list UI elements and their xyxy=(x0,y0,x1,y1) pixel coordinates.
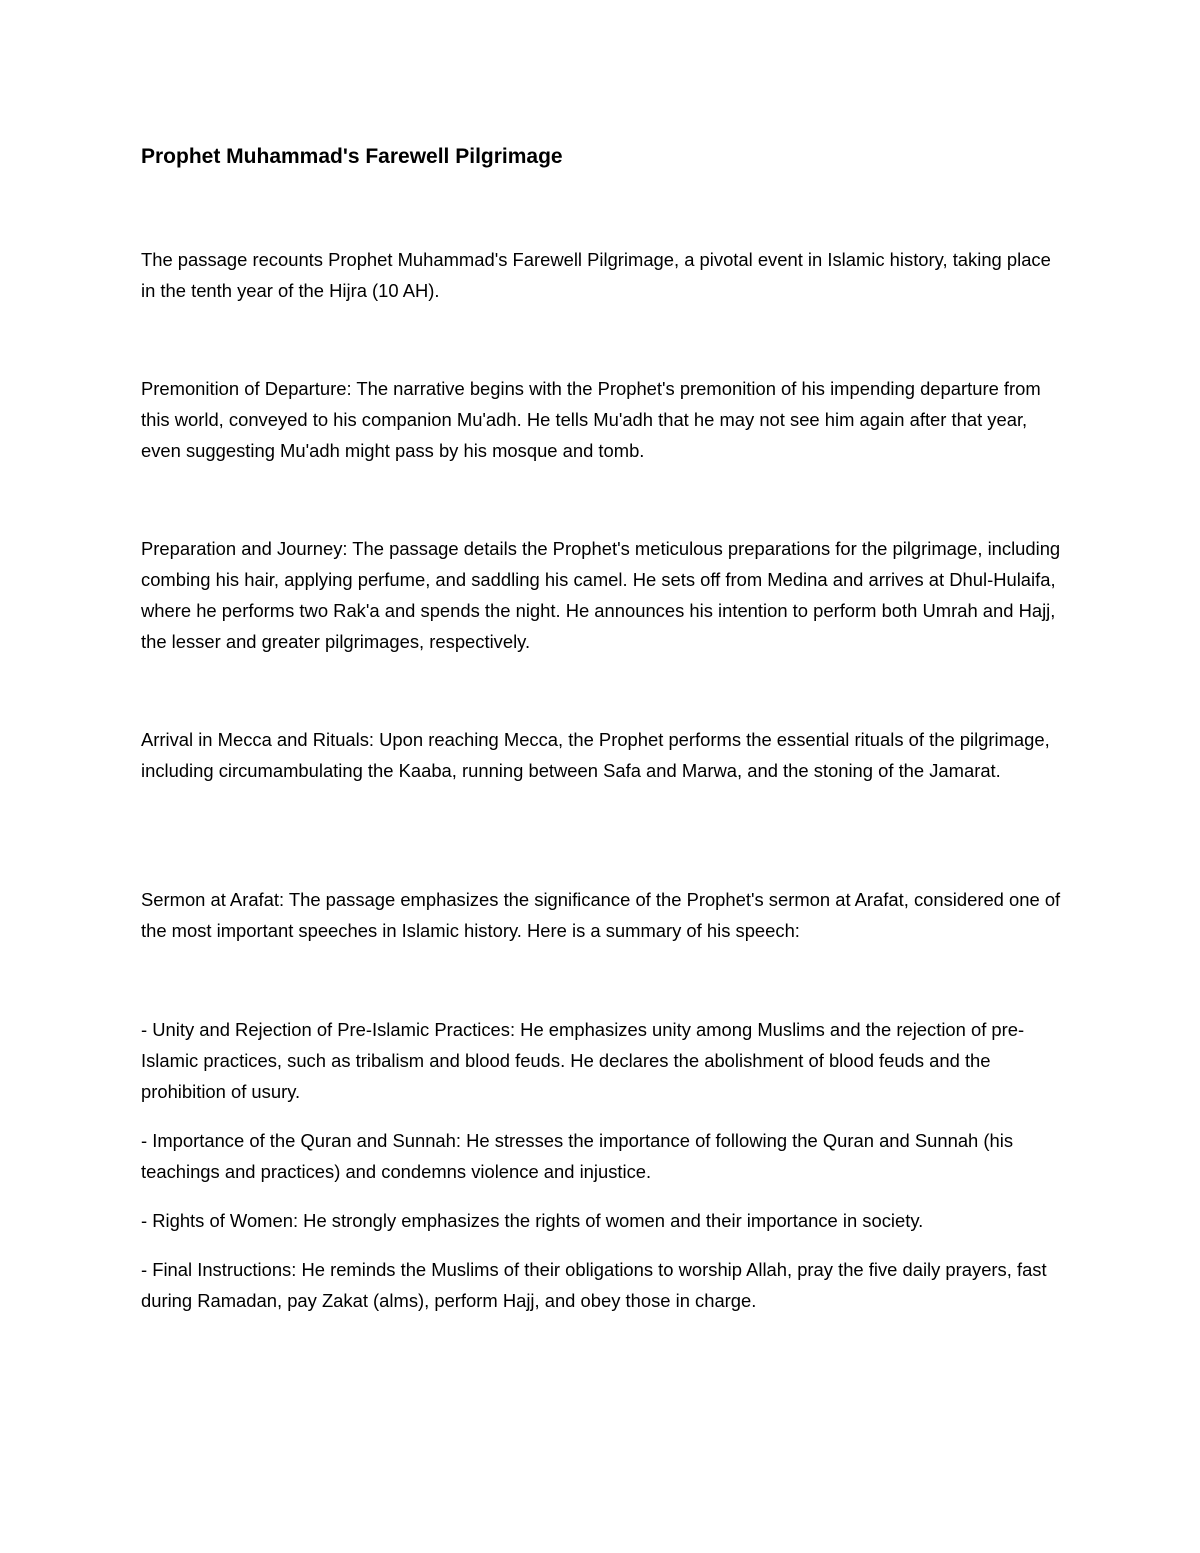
section-preparation-paragraph: Preparation and Journey: The passage details the Prophet's meticulous preparations for the pilgrimage, including combing his hair, applying perfume, and saddling his camel. He sets off from Medina and arrives at Dhul-Hulaifa, where he performs two Rak'a and spends the night. He announces his intention to perform both Umrah and Hajj, the lesser and greater pilgrimages, respectively. xyxy=(141,538,1061,652)
page-title: Prophet Muhammad's Farewell Pilgrimage xyxy=(141,145,563,168)
section-arrival-paragraph: Arrival in Mecca and Rituals: Upon reaching Mecca, the Prophet performs the essential rituals of the pilgrimage, including circumambulating the Kaaba, running between Safa and Marwa, and the stoning of the Jamarat. xyxy=(141,729,1050,781)
section-premonition-paragraph: Premonition of Departure: The narrative begins with the Prophet's premonition of his impending departure from this world, conveyed to his companion Mu'adh. He tells Mu'adh that he may not see him again after that year, even suggesting Mu'adh might pass by his mosque and tomb. xyxy=(141,378,1041,461)
bullet-final-instructions: - Final Instructions: He reminds the Muslims of their obligations to worship Allah, pray the five daily prayers, fast during Ramadan, pay Zakat (alms), perform Hajj, and obey those in charge. xyxy=(141,1259,1047,1311)
bullet-unity: - Unity and Rejection of Pre-Islamic Practices: He emphasizes unity among Muslims and the rejection of pre-Islamic practices, such as tribalism and blood feuds. He declares the abolishment of blood feuds and the prohibition of usury. xyxy=(141,1019,1025,1102)
bullet-rights-of-women: - Rights of Women: He strongly emphasizes the rights of women and their importance in society. xyxy=(141,1210,924,1231)
section-sermon-paragraph: Sermon at Arafat: The passage emphasizes the significance of the Prophet's sermon at Arafat, considered one of the most important speeches in Islamic history. Here is a summary of his speech: xyxy=(141,889,1061,941)
intro-paragraph: The passage recounts Prophet Muhammad's Farewell Pilgrimage, a pivotal event in Islamic history, taking place in the tenth year of the Hijra (10 AH). xyxy=(141,249,1051,301)
bullet-quran-sunnah: - Importance of the Quran and Sunnah: He stresses the importance of following the Quran and Sunnah (his teachings and practices) and condemns violence and injustice. xyxy=(141,1130,1014,1182)
